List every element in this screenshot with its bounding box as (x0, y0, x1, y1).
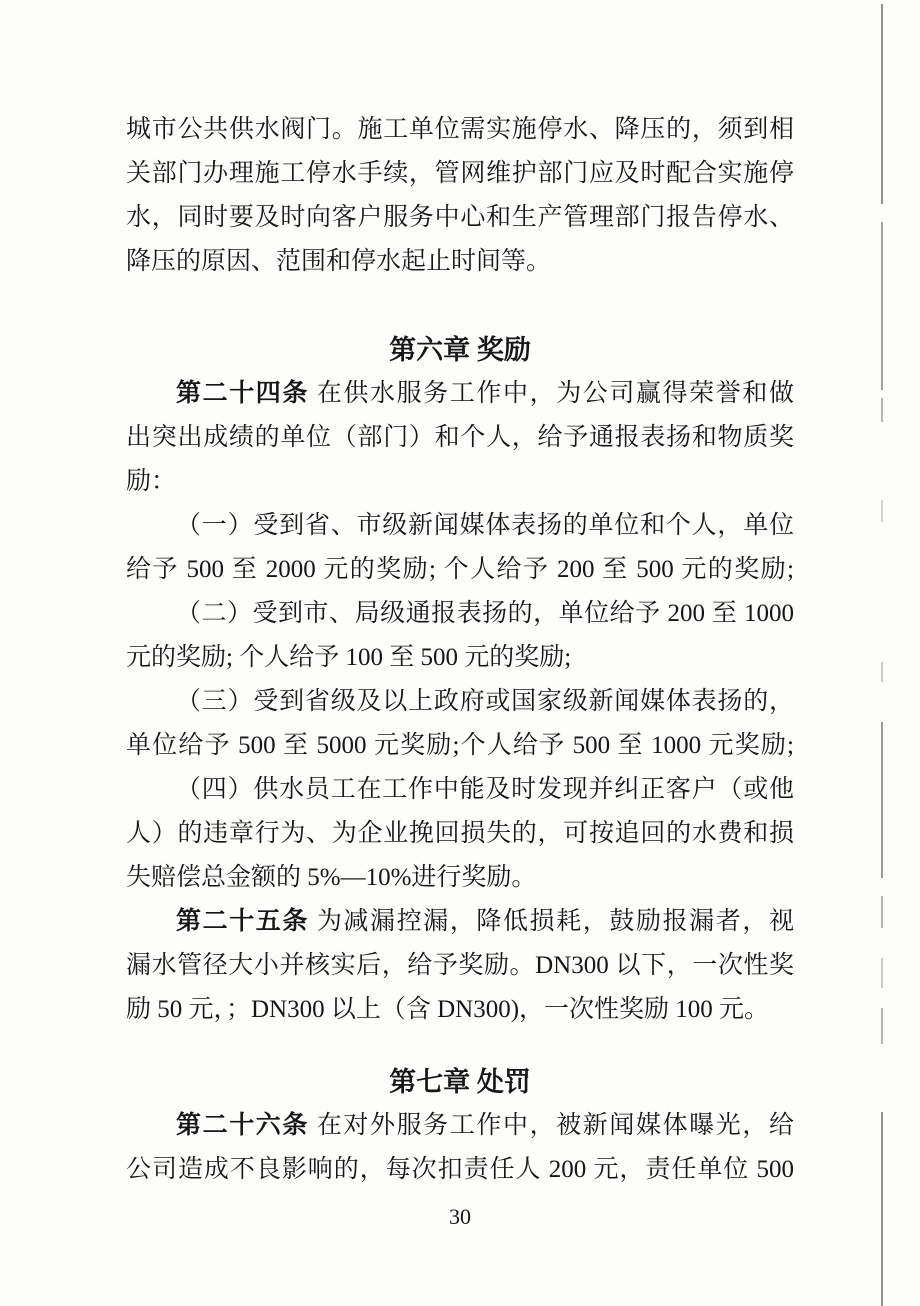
chapter-heading: 第七章 处罚 (389, 1067, 531, 1097)
text-line: 人）的违章行为、为企业挽回损失的，可按追回的水费和损 (126, 820, 794, 847)
scan-artifact-line (881, 958, 883, 988)
text-line: 第二十五条 为减漏控漏，降低损耗，鼓励报漏者，视 (176, 908, 794, 935)
scan-artifact-line (881, 398, 883, 422)
scan-artifact-line (881, 722, 883, 878)
text-line: 关部门办理施工停水手续，管网维护部门应及时配合实施停 (126, 160, 794, 187)
scan-artifact-line (881, 896, 883, 928)
text-line: 出突出成绩的单位（部门）和个人，给予通报表扬和物质奖 (126, 424, 794, 451)
text-line: （一）受到省、市级新闻媒体表扬的单位和个人，单位 (176, 512, 794, 539)
text-line: （二）受到市、局级通报表扬的，单位给予 200 至 1000 (176, 600, 794, 627)
text-line: 励： (126, 468, 177, 495)
text-line: （三）受到省级及以上政府或国家级新闻媒体表扬的， (176, 688, 794, 715)
article-number: 第二十四条 (176, 380, 309, 407)
text-line: 公司造成不良影响的，每次扣责任人 200 元，责任单位 500 (126, 1156, 794, 1183)
scan-artifact-line (881, 222, 883, 390)
article-number: 第二十五条 (176, 908, 309, 935)
article-number: 第二十六条 (176, 1112, 309, 1139)
text-line: 单位给予 500 至 5000 元奖励;个人给予 500 至 1000 元奖励; (126, 732, 794, 759)
text-line: 元的奖励; 个人给予 100 至 500 元的奖励; (126, 644, 572, 671)
scan-artifact-line (881, 4, 883, 204)
text-line: 励 50 元，；DN300 以上（含 DN300)，一次性奖励 100 元。 (126, 996, 770, 1023)
scan-artifact-line (881, 662, 883, 682)
scan-artifact-line (881, 1008, 883, 1044)
scan-artifact-line (881, 1112, 883, 1306)
text-line: 第二十六条 在对外服务工作中，被新闻媒体曝光，给 (176, 1112, 794, 1139)
text-line: 第二十四条 在供水服务工作中，为公司赢得荣誉和做 (176, 380, 794, 407)
text-line: 失赔偿总金额的 5%—10%进行奖励。 (126, 864, 537, 891)
text-line: 漏水管径大小并核实后，给予奖励。DN300 以下，一次性奖 (126, 952, 794, 979)
text-line: 给予 500 至 2000 元的奖励; 个人给予 200 至 500 元的奖励; (126, 556, 794, 583)
page-number: 30 (449, 1204, 471, 1229)
scan-artifact-line (881, 500, 883, 522)
chapter-heading: 第六章 奖励 (389, 335, 531, 365)
text-line: 水，同时要及时向客户服务中心和生产管理部门报告停水、 (126, 204, 794, 231)
text-line: 降压的原因、范围和停水起止时间等。 (126, 248, 552, 275)
text-line: 城市公共供水阀门。施工单位需实施停水、降压的，须到相 (126, 116, 794, 143)
document-text-column (126, 108, 794, 1192)
text-line: （四）供水员工在工作中能及时发现并纠正客户（或他 (176, 776, 794, 803)
